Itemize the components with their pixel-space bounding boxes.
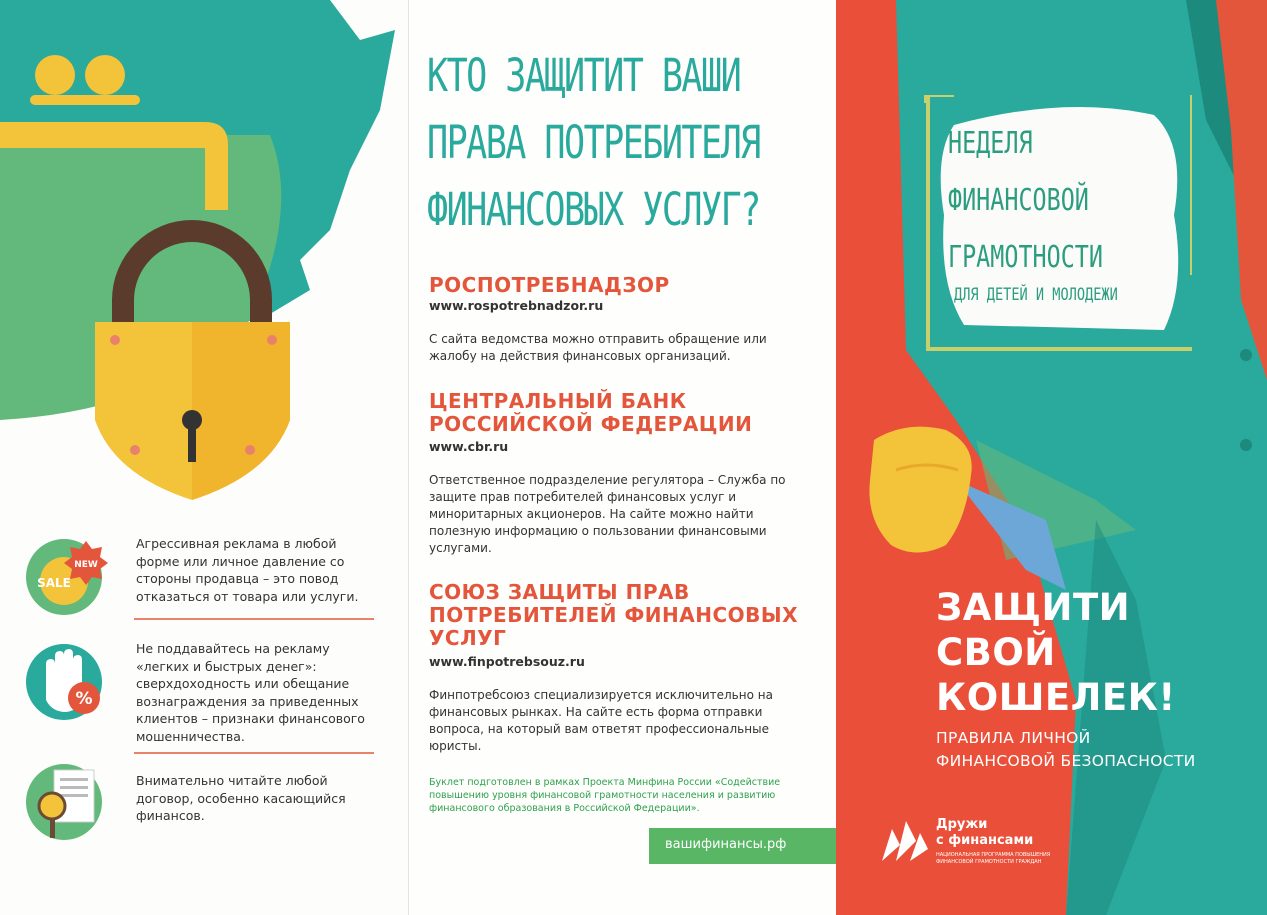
tip-text: Агрессивная реклама в любой форме или личное давление со стороны продавца – это повод отказаться от товара или услуги. — [136, 536, 359, 604]
project-note: Буклет подготовлен в рамках Проекта Минфина России «Содействие повышению уровня финансовой грамотности населения и развитию финансового образования в Российской Федерации». — [429, 777, 781, 814]
percent-text: % — [75, 689, 93, 709]
padlock-wallet-illustration — [0, 0, 408, 520]
slogan-line: КОШЕЛЕК! — [936, 676, 1176, 719]
slogan-subtitle — [936, 727, 1196, 773]
slogan-line: СВОЙ — [936, 631, 1056, 674]
contract-magnifier-icon — [24, 760, 108, 844]
org-desc-central-bank: Ответственное подразделение регулятора – Служба по защите прав потребителей финансовых услуг и миноритарных акционеров. На сайте можно найти полезную информацию о пользовании финансовыми услугами. — [429, 473, 786, 555]
badge-new-text: NEW — [74, 560, 98, 570]
headline-line: ФИНАНСОВЫХ УСЛУГ? — [427, 183, 760, 236]
headline-line: КТО ЗАЩИТИТ ВАШИ — [427, 49, 741, 102]
week-title — [948, 115, 1103, 286]
org-desc-rospotrebnadzor: С сайта ведомства можно отправить обращение или жалобу на действия финансовых организаций. — [429, 332, 767, 363]
slogan — [936, 585, 1176, 720]
org-url-finpotrebsouz[interactable]: www.finpotrebsouz.ru — [429, 654, 585, 669]
brand-tagline: НАЦИОНАЛЬНАЯ ПРОГРАММА ПОВЫШЕНИЯ ФИНАНСОВОЙ ГРАМОТНОСТИ ГРАЖДАН — [936, 852, 1051, 865]
org-desc-finpotrebsouz: Финпотребсоюз специализируется исключительно на финансовых рынках. На сайте есть форма отправки вопроса, на который вам ответят профессиональные юристы. — [429, 688, 773, 753]
brand-name-line: с финансами — [936, 833, 1034, 848]
divider — [134, 752, 374, 754]
week-title-line: ФИНАНСОВОЙ — [948, 183, 1089, 218]
left-panel — [0, 0, 408, 915]
slogan-subtitle-line: ПРАВИЛА ЛИЧНОЙ — [936, 729, 1091, 747]
org-title-central-bank: ЦЕНТРАЛЬНЫЙ БАНК РОССИЙСКОЙ ФЕДЕРАЦИИ — [429, 389, 753, 436]
brand-name — [936, 817, 1033, 849]
week-subtitle: ДЛЯ ДЕТЕЙ И МОЛОДЕЖИ — [954, 285, 1118, 305]
org-title-rospotrebnadzor: РОСПОТРЕБНАДЗОР — [429, 273, 670, 297]
tip-text: Внимательно читайте любой договор, особенно касающийся финансов. — [136, 773, 346, 823]
week-title-line: ГРАМОТНОСТИ — [948, 240, 1103, 275]
headline — [427, 42, 760, 243]
brand-name-line: Дружи — [936, 817, 988, 832]
middle-panel — [408, 0, 837, 915]
stop-hand-icon — [24, 640, 108, 724]
org-url-central-bank[interactable]: www.cbr.ru — [429, 439, 509, 454]
org-url-rospotrebnadzor[interactable]: www.rospotrebnadzor.ru — [429, 298, 604, 313]
badge-sale-text: SALE — [37, 576, 71, 590]
slogan-line: ЗАЩИТИ — [936, 586, 1131, 629]
headline-line: ПРАВА ПОТРЕБИТЕЛЯ — [427, 116, 760, 169]
site-link-bar[interactable] — [649, 828, 837, 864]
week-title-line: НЕДЕЛЯ — [948, 126, 1033, 161]
tip-text: Не поддавайтесь на рекламу «легких и быстрых денег»: сверхдоходность или обещание вознаграждения за приведенных клиентов – признаки финансового мошенничества. — [136, 641, 365, 744]
brand-mark-icon — [878, 815, 930, 865]
org-title-finpotrebsouz: СОЮЗ ЗАЩИТЫ ПРАВ ПОТРЕБИТЕЛЕЙ ФИНАНСОВЫХ УСЛУГ — [429, 580, 799, 650]
right-panel — [836, 0, 1267, 915]
brand-logo — [878, 815, 1078, 875]
divider — [134, 618, 374, 620]
sale-badge-icon — [24, 535, 108, 619]
slogan-subtitle-line: ФИНАНСОВОЙ БЕЗОПАСНОСТИ — [936, 752, 1196, 770]
site-link[interactable]: вашифинансы.рф — [665, 837, 787, 852]
